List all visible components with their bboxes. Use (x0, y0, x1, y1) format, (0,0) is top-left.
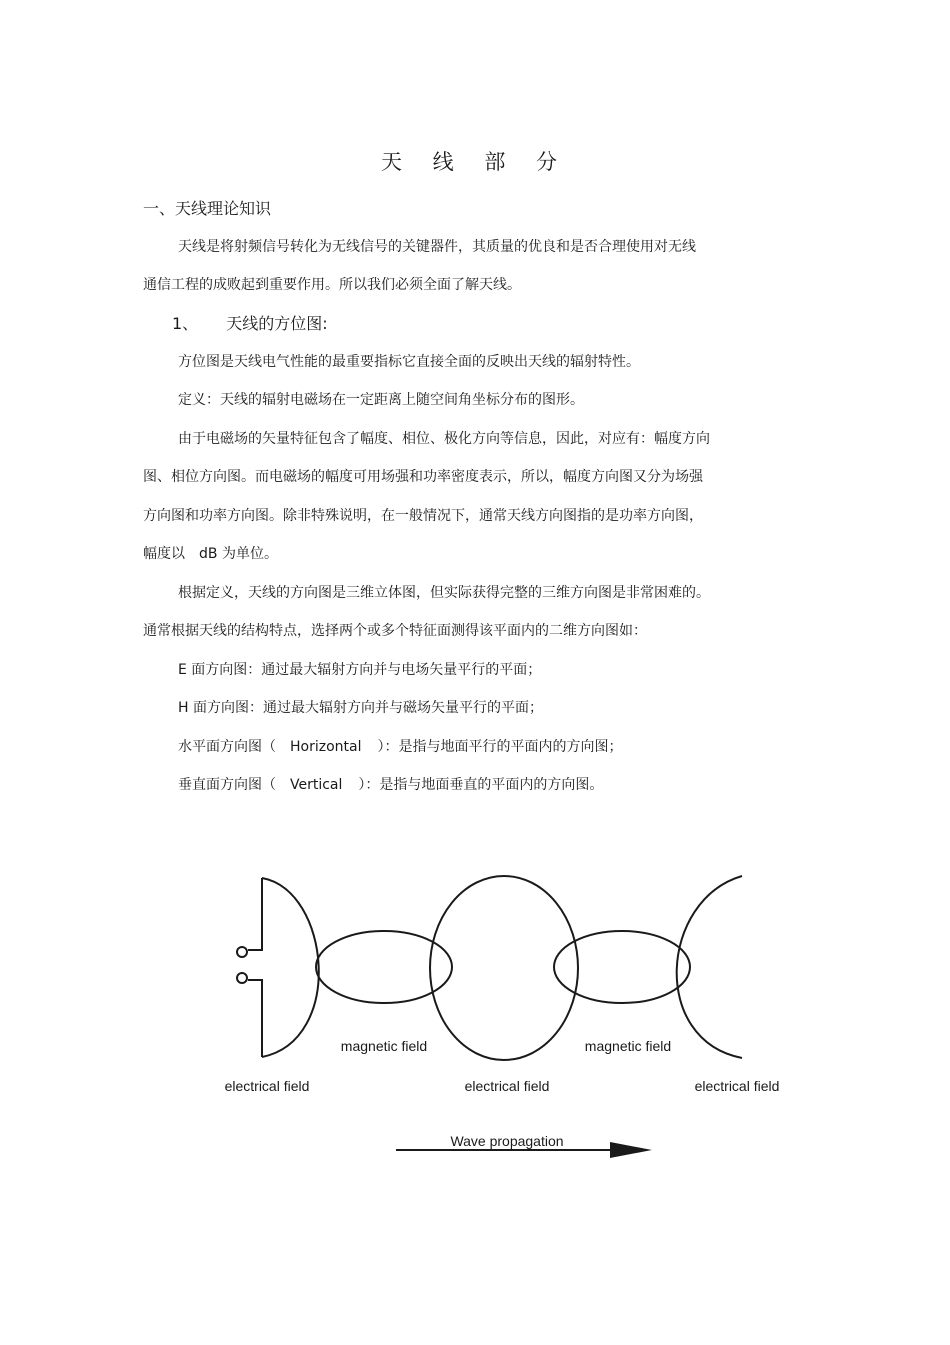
paragraph-4-line-1: 根据定义，天线的方向图是三维立体图，但实际获得完整的三维方向图是非常困难的。 (178, 585, 710, 601)
paragraph-4-line-2: 通常根据天线的结构特点，选择两个或多个特征面测得该平面内的二维方向图如： (143, 623, 647, 639)
electrical-field-label: electrical field (224, 1078, 310, 1094)
electrical-field-label: electrical field (694, 1078, 780, 1094)
arrow-head (610, 1142, 652, 1158)
text-fragment: dB 为单位。 (199, 546, 278, 562)
intro-line-2: 通信工程的成败起到重要作用。所以我们必须全面了解天线。 (143, 277, 521, 293)
antenna-feed-line (248, 980, 262, 1057)
definition-e-plane: E 面方向图：通过最大辐射方向并与电场矢量平行的平面； (178, 662, 542, 678)
antenna-terminal (237, 973, 247, 983)
subsection-number: 1、 (172, 314, 199, 333)
antenna-terminal (237, 947, 247, 957)
paragraph-3-line-2: 图、相位方向图。而电磁场的幅度可用场强和功率密度表示，所以，幅度方向图又分为场强 (143, 469, 703, 485)
subsection-title: 天线的方位图: (226, 314, 328, 333)
text-fragment: ）：是指与地面平行的平面内的方向图； (377, 739, 623, 755)
text-fragment: 幅度以 (143, 546, 185, 562)
antenna-feed-line (248, 878, 262, 950)
wave-propagation-label: Wave propagation (450, 1133, 564, 1149)
paragraph-3-line-3: 方向图和功率方向图。除非特殊说明，在一般情况下，通常天线方向图指的是功率方向图， (143, 508, 703, 524)
definition-h-plane: H 面方向图：通过最大辐射方向并与磁场矢量平行的平面； (178, 700, 543, 716)
text-fragment: 水平面方向图（ (178, 739, 276, 755)
electrical-field-label: electrical field (464, 1078, 550, 1094)
text-fragment: 垂直面方向图（ (178, 777, 276, 793)
section-heading: 一、天线理论知识 (143, 199, 272, 218)
magnetic-field-label: magnetic field (340, 1038, 428, 1054)
paragraph-2: 定义：天线的辐射电磁场在一定距离上随空间角坐标分布的图形。 (178, 392, 584, 408)
text-fragment: ）：是指与地面垂直的平面内的方向图。 (358, 777, 604, 793)
page-title: 天 线 部 分 (380, 150, 570, 174)
magnetic-field-loop (554, 931, 690, 1003)
magnetic-field-label: magnetic field (584, 1038, 672, 1054)
electrical-field-lobe (262, 878, 319, 1057)
paragraph-3-line-1: 由于电磁场的矢量特征包含了幅度、相位、极化方向等信息，因此，对应有：幅度方向 (178, 431, 710, 447)
magnetic-field-loop (316, 931, 452, 1003)
electrical-field-lobe (677, 876, 742, 1058)
text-fragment: Horizontal (290, 739, 362, 755)
paragraph-1: 方位图是天线电气性能的最重要指标它直接全面的反映出天线的辐射特性。 (178, 354, 640, 370)
text-fragment: Vertical (290, 777, 343, 793)
intro-line-1: 天线是将射频信号转化为无线信号的关键器件，其质量的优良和是否合理使用对无线 (178, 239, 696, 255)
